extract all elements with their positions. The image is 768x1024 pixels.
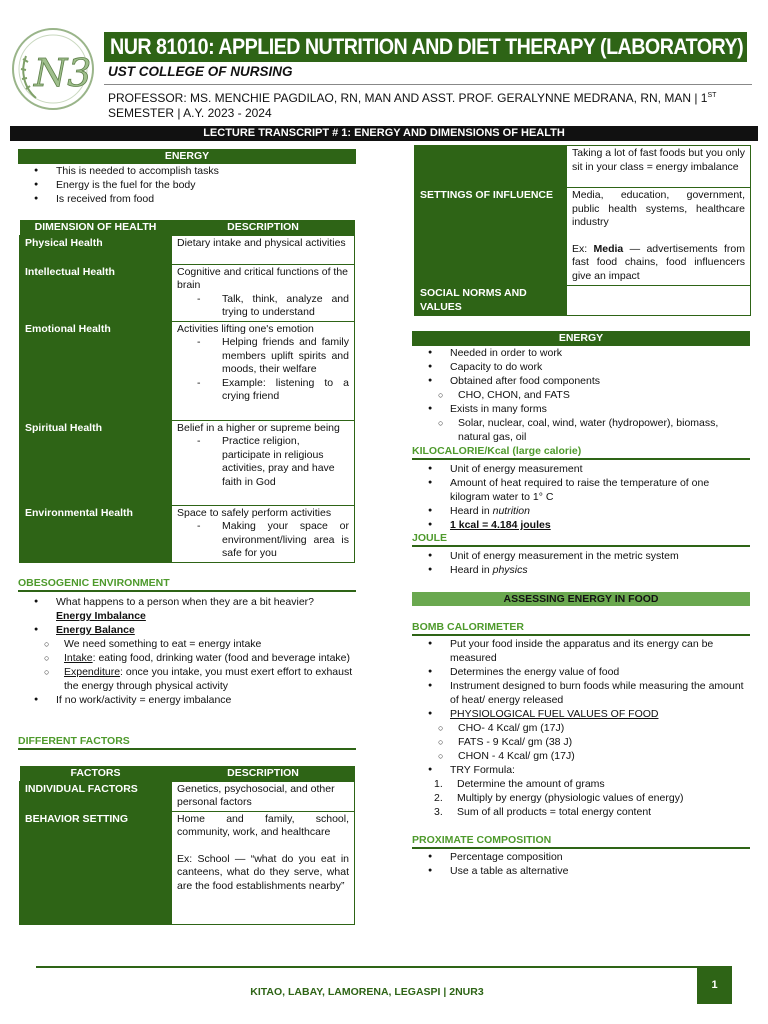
row-desc <box>172 264 355 321</box>
factors-table-continued <box>414 145 751 316</box>
physiological-fuel-title: PHYSIOLOGICAL FUEL VALUES OF FOOD <box>450 708 659 720</box>
desc-text: Home and family, school, community, work, and healthcare <box>177 812 349 838</box>
proximate-composition-heading: PROXIMATE COMPOSITION <box>412 834 750 849</box>
desc-text: Space to safely perform activities <box>177 506 332 519</box>
intake-term: Intake <box>64 652 93 664</box>
list-item: ● Needed in order to work <box>412 346 750 360</box>
list-item: ○ CHO- 4 Kcal/ gm (17J) <box>412 721 750 735</box>
joule-heading: JOULE <box>412 532 750 547</box>
column-header: DESCRIPTION <box>172 766 355 781</box>
factors-heading: DIFFERENT FACTORS <box>18 735 356 750</box>
list-item: ● Use a table as alternative <box>412 864 750 878</box>
list-item <box>412 504 750 518</box>
obesogenic-heading: OBESOGENIC ENVIRONMENT <box>18 577 356 592</box>
intake-text: : eating food, drinking water (food and beverage intake) <box>92 652 351 664</box>
example-bold: Media <box>593 242 624 255</box>
energy-section-title-right: ENERGY <box>412 331 750 346</box>
list-item: ● Unit of energy measurement <box>412 462 750 476</box>
list-item <box>18 651 356 665</box>
list-item <box>412 707 750 763</box>
list-item: ○ CHO, CHON, and FATS <box>412 388 750 402</box>
row-desc <box>172 321 355 420</box>
row-label: SOCIAL NORMS AND VALUES <box>415 286 567 316</box>
row-desc <box>172 811 355 924</box>
list-text: Obtained after food components <box>450 375 601 387</box>
list-italic: physics <box>492 564 528 576</box>
list-italic: nutrition <box>492 505 530 517</box>
row-label: Environmental Health <box>20 505 172 562</box>
list-item <box>412 374 750 402</box>
row-label: Spiritual Health <box>20 420 172 505</box>
course-title: NUR 81010: APPLIED NUTRITION AND DIET THERAPY (LABORATORY) <box>104 32 747 62</box>
list-item <box>18 665 356 693</box>
list-item: ● Energy is the fuel for the body <box>18 178 356 192</box>
column-header: DESCRIPTION <box>172 220 355 235</box>
row-label: SETTINGS OF INFLUENCE <box>415 188 567 286</box>
assessing-energy-title: ASSESSING ENERGY IN FOOD <box>412 592 750 606</box>
expenditure-term: Expenditure <box>64 666 121 678</box>
desc-example <box>572 243 745 284</box>
footer-divider <box>36 966 698 968</box>
column-header: FACTORS <box>20 766 172 781</box>
list-item: ○ Solar, nuclear, coal, wind, water (hydropower), biomass, natural gas, oil <box>412 416 750 444</box>
professor-line <box>108 88 748 121</box>
column-header: DIMENSION OF HEALTH <box>20 220 172 235</box>
page-number: 1 <box>697 966 732 1004</box>
list-item: ● Instrument designed to burn foods while measuring the amount of heat/ energy released <box>412 679 750 707</box>
list-item: ● Put your food inside the apparatus and its energy can be measured <box>412 637 750 665</box>
bomb-calorimeter-list <box>412 637 750 819</box>
svg-text:N3: N3 <box>34 51 92 95</box>
energy-list <box>18 164 356 206</box>
list-item: ● Percentage composition <box>412 850 750 864</box>
row-label: Physical Health <box>20 235 172 264</box>
proximate-composition-list <box>412 850 750 878</box>
professor-names: PROFESSOR: MS. MENCHIE PAGDILAO, RN, MAN AND ASST. PROF. GERALYNNE MEDRANA, RN, MAN | 1 <box>108 91 708 105</box>
try-formula-steps <box>412 777 750 819</box>
list-item: ○ We need something to eat = energy intake <box>18 637 356 651</box>
list-item: ● 1 kcal = 4.184 joules <box>412 518 750 532</box>
factors-table <box>19 766 355 925</box>
list-item: ● This is needed to accomplish tasks <box>18 164 356 178</box>
energy-section-title: ENERGY <box>18 149 356 164</box>
step-text: Determine the amount of grams <box>457 778 605 790</box>
n3-logo <box>10 26 96 112</box>
footer-authors: KITAO, LABAY, LAMORENA, LEGASPI | 2NUR3 <box>250 986 484 998</box>
list-item <box>412 763 750 819</box>
list-item <box>412 563 750 577</box>
list-text: Heard in <box>450 564 493 576</box>
desc-sub: - Practice religion, participate in religious activities, pray and have faith in God <box>177 435 349 489</box>
kilocalorie-list <box>412 462 750 532</box>
desc-text: Belief in a higher or supreme being <box>177 421 340 434</box>
joule-list <box>412 549 750 577</box>
list-item: ● Amount of heat required to raise the temperature of one kilogram water to 1° C <box>412 476 750 504</box>
list-item: ● Is received from food <box>18 192 356 206</box>
row-desc: Taking a lot of fast foods but you only sit in your class = energy imbalance <box>567 146 751 188</box>
header-divider <box>104 84 752 85</box>
row-label: Emotional Health <box>20 321 172 420</box>
list-item <box>18 623 356 693</box>
fuel-values-list <box>412 721 750 763</box>
row-label: BEHAVIOR SETTING <box>20 811 172 924</box>
list-item <box>412 402 750 444</box>
row-label <box>415 146 567 188</box>
row-desc <box>172 505 355 562</box>
list-item: 2. Multiply by energy (physiologic values of energy) <box>434 792 684 804</box>
list-item: ● Capacity to do work <box>412 360 750 374</box>
energy-balance-term: Energy Balance <box>56 624 135 636</box>
desc-text: Cognitive and critical functions of the brain <box>177 265 349 291</box>
energy-list-right <box>412 346 750 444</box>
desc-sub: - Making your space or environment/living area is safe for you <box>177 520 349 561</box>
desc-example: Ex: School — “what do you eat in canteens, what do they serve, what are the food establishments nearby” <box>177 852 349 892</box>
desc-sub: - Talk, think, analyze and trying to understand <box>177 293 349 320</box>
row-label: INDIVIDUAL FACTORS <box>20 781 172 811</box>
dimensions-table <box>19 220 355 563</box>
desc-sub: - Example: listening to a crying friend <box>177 377 349 404</box>
list-item: ● If no work/activity = energy imbalance <box>18 693 356 707</box>
college-name: UST COLLEGE OF NURSING <box>108 64 293 79</box>
row-desc <box>567 188 751 286</box>
bomb-calorimeter-heading: BOMB CALORIMETER <box>412 621 750 636</box>
desc-text: Media, education, government, public health systems, healthcare industry <box>572 189 745 228</box>
list-item: ● Unit of energy measurement in the metric system <box>412 549 750 563</box>
desc-sub: - Helping friends and family members uplift spirits and moods, their welfare <box>177 336 349 377</box>
obesogenic-list <box>18 595 356 707</box>
list-item: ○ CHON - 4 Kcal/ gm (17J) <box>412 749 750 763</box>
example-text: — advertisements from fast food chains, food influencers give an impact <box>572 242 745 282</box>
sublist <box>412 388 750 402</box>
sublist <box>412 416 750 444</box>
list-item: ● Determines the energy value of food <box>412 665 750 679</box>
desc-text: Activities lifting one's emotion <box>177 322 314 335</box>
list-item: ○ FATS - 9 Kcal/ gm (38 J) <box>412 735 750 749</box>
energy-imbalance-term: Energy Imbalance <box>56 610 146 622</box>
list-text: Heard in <box>450 505 493 517</box>
row-desc: Genetics, psychosocial, and other personal factors <box>172 781 355 811</box>
step-text: Multiply by energy (physiologic values of energy) <box>457 792 684 804</box>
obeso-question: What happens to a person when they are a bit heavier? <box>56 596 314 608</box>
list-item <box>18 595 356 623</box>
row-desc <box>567 286 751 316</box>
try-formula-label: TRY Formula: <box>450 764 515 776</box>
lecture-title: LECTURE TRANSCRIPT # 1: ENERGY AND DIMENSIONS OF HEALTH <box>10 126 758 141</box>
semester-line: SEMESTER | A.Y. 2023 - 2024 <box>108 106 272 120</box>
list-text: Exists in many forms <box>450 403 547 415</box>
list-item: 1. Determine the amount of grams <box>434 778 605 790</box>
step-text: Sum of all products = total energy content <box>457 806 652 818</box>
list-item: 3. Sum of all products = total energy content <box>434 806 652 818</box>
expenditure-text: : once you intake, you must exert effort to exhaust the energy through physical activity <box>64 666 353 692</box>
semester-superscript: ST <box>707 92 717 99</box>
example-prefix: Ex: <box>572 242 594 255</box>
kilocalorie-heading: KILOCALORIE/Kcal (large calorie) <box>412 445 750 460</box>
balance-sublist <box>18 637 356 693</box>
row-desc <box>172 420 355 505</box>
row-label: Intellectual Health <box>20 264 172 321</box>
row-desc: Dietary intake and physical activities <box>172 235 355 264</box>
